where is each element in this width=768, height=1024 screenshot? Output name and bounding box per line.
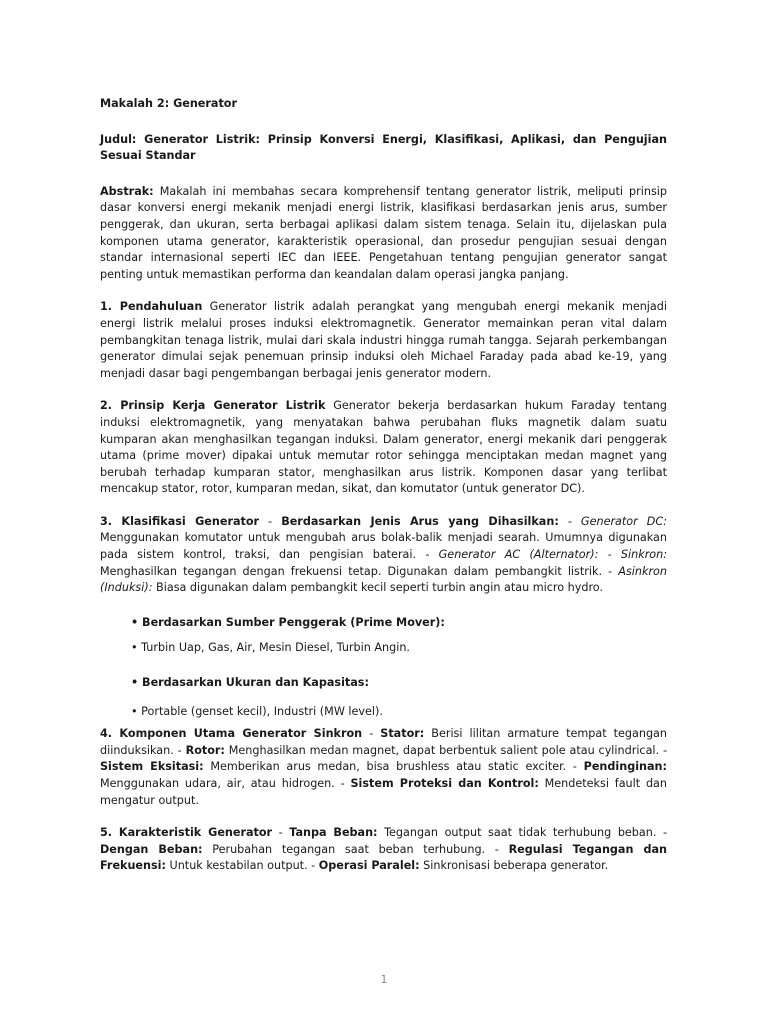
section-4-heading: 4. Komponen Utama Generator Sinkron bbox=[100, 727, 363, 741]
regulasi-text: Untuk kestabilan output. - bbox=[165, 859, 319, 873]
generator-ac-text: Menghasilkan tegangan dengan frekuensi tetap. Digunakan dalam pembangkit listrik. - bbox=[100, 564, 619, 578]
bullet-size-heading: • Berdasarkan Ukuran dan Kapasitas: bbox=[131, 676, 369, 690]
section-1-heading: 1. Pendahuluan bbox=[100, 300, 203, 314]
proteksi-text: Mendeteksi fault dan mengatur output. bbox=[100, 777, 667, 807]
generator-dc-text: Menggunakan komutator untuk mengubah arus bolak-balik menjadi searah. Umumnya digunakan pada sistem kontrol, traksi, dan pengisian baterai. - bbox=[100, 531, 667, 562]
bullet-size-list: • Portable (genset kecil), Industri (MW level). bbox=[131, 704, 383, 718]
section-2-text: Generator bekerja berdasarkan hukum Faraday tentang induksi elektromagnetik, yang menyatakan bahwa perubahan fluks magnetik dalam suatu kumparan akan menghasilkan tegangan induksi. Dalam generator, energi mekanik dari penggerak utama (prime mover) dipakai untuk memutar rotor sehingga menciptakan medan magnet yang berubah terhadap kumparan stator, menghasilkan arus listrik. Komponen dasar yang terlibat mencakup stator, rotor, kumparan medan, sikat, dan komutator (untuk generator DC). bbox=[100, 399, 667, 496]
section-3-subheading: Berdasarkan Jenis Arus yang Dihasilkan: bbox=[281, 514, 559, 528]
section-5-heading: 5. Karakteristik Generator bbox=[100, 826, 273, 840]
section-1-text: Generator listrik adalah perangkat yang mengubah energi mekanik menjadi energi listrik melalui proses induksi elektromagnetik. Generator memainkan peran vital dalam pembangkitan tenaga listrik, mulai dari skala industri hingga rumah tangga. Sejarah perkembangan generator dimulai sejak penemuan prinsip induksi oleh Michael Faraday pada abad ke-19, yang menjadi dasar bagi pengembangan berbagai jenis generator modern. bbox=[100, 300, 667, 380]
section-2-heading: 2. Prinsip Kerja Generator Listrik bbox=[100, 399, 326, 413]
dengan-beban-label: Dengan Beban: bbox=[100, 842, 203, 856]
eksitasi-label: Sistem Eksitasi: bbox=[100, 760, 204, 774]
document-heading: Makalah 2: Generator bbox=[100, 97, 238, 110]
tanpa-beban-label: Tanpa Beban: bbox=[289, 826, 378, 840]
section-3-separator: - bbox=[259, 514, 282, 528]
generator-ac-label: Generator AC (Alternator): - Sinkron: bbox=[438, 548, 667, 562]
document-page bbox=[100, 96, 667, 891]
section-1-paragraph bbox=[100, 299, 667, 382]
tanpa-beban-text: Tegangan output saat tidak terhubung beban. - bbox=[377, 826, 668, 840]
section-4-separator: - bbox=[362, 727, 381, 741]
asinkron-text: Biasa digunakan dalam pembangkit kecil seperti turbin angin atau micro hydro. bbox=[152, 581, 603, 595]
proteksi-label: Sistem Proteksi dan Kontrol: bbox=[350, 777, 539, 790]
section-3-paragraph bbox=[100, 514, 667, 597]
stator-label: Stator: bbox=[380, 727, 425, 741]
generator-dc-label: Generator DC: bbox=[580, 514, 667, 528]
rotor-text: Menghasilkan medan magnet, dapat berbentuk salient pole atau cylindrical. - bbox=[224, 743, 667, 757]
section-3-separator-2: - bbox=[558, 514, 581, 528]
abstract-text: Makalah ini membahas secara komprehensif tentang generator listrik, meliputi prinsip dasar konversi energi mekanik menjadi energi listrik, klasifikasi berdasarkan jenis arus, sumber penggerak, dan ukuran, serta berbagai aplikasi dalam sistem tenaga. Selain itu, dijelaskan pula komponen utama generator, karakteristik operasional, dan prosedur pengujian sesuai dengan standar internasional seperti IEC dan IEEE. Pengetahuan tentang pengujian generator sangat penting untuk memastikan performa dan keandalan dalam operasi jangka panjang. bbox=[100, 184, 667, 281]
section-3-heading: 3. Klasifikasi Generator bbox=[100, 514, 260, 528]
section-5-paragraph bbox=[100, 825, 667, 875]
dengan-beban-text: Perubahan tegangan saat beban terhubung. - bbox=[202, 842, 509, 856]
pendinginan-label: Pendinginan: bbox=[583, 760, 667, 774]
bullet-prime-mover-heading: • Berdasarkan Sumber Penggerak (Prime Mover): bbox=[131, 615, 445, 629]
section-2-paragraph bbox=[100, 398, 667, 498]
asinkron-label: Asinkron (Induksi): bbox=[100, 564, 667, 595]
pendinginan-text: Menggunakan udara, air, atau hidrogen. - bbox=[100, 777, 351, 790]
regulasi-label: Regulasi Tegangan dan Frekuensi: bbox=[100, 842, 668, 873]
abstract-label: Abstrak: bbox=[100, 184, 154, 198]
section-4-paragraph bbox=[100, 726, 667, 809]
document-title: Judul: Generator Listrik: Prinsip Konversi Energi, Klasifikasi, Aplikasi, dan Pengujian Sesuai Standar bbox=[100, 132, 667, 163]
eksitasi-text: Memberikan arus medan, bisa brushless atau static exciter. - bbox=[203, 760, 584, 774]
operasi-paralel-label: Operasi Paralel: bbox=[318, 859, 420, 873]
abstract-paragraph bbox=[100, 184, 667, 284]
page-number: 1 bbox=[380, 973, 388, 986]
section-5-separator: - bbox=[272, 826, 290, 840]
operasi-paralel-text: Sinkronisasi beberapa generator. bbox=[419, 859, 609, 873]
bullet-prime-mover-list: • Turbin Uap, Gas, Air, Mesin Diesel, Turbin Angin. bbox=[131, 641, 410, 655]
stator-text: Berisi lilitan armature tempat tegangan diinduksikan. - bbox=[100, 727, 667, 757]
rotor-label: Rotor: bbox=[185, 743, 225, 757]
